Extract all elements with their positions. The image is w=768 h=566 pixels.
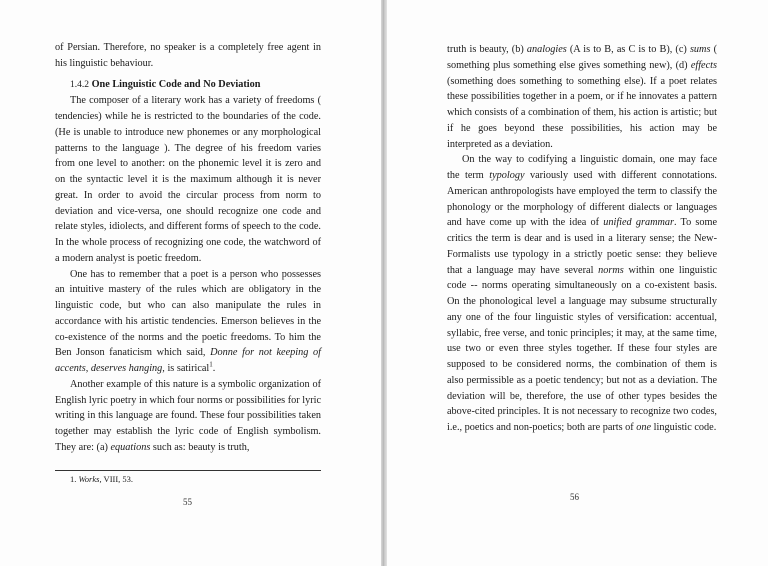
section-heading — [55, 77, 321, 94]
text-run: One has to remember that a poet is a person who possesses an intuitive mastery of the rules which are obligatory in the linguistic code, but who can also manipulate the rules in accordance with his artistic tendencies. Emerson believes in the co-existence of the norms and the poetic freedoms. To him the Ben Jonson fanaticism which said, — [55, 268, 321, 359]
italic-term: analogies — [526, 44, 567, 55]
italic-term: norms — [598, 264, 624, 276]
text-run: truth is beauty, (b) — [447, 44, 527, 55]
text-run: such as: beauty is truth, — [150, 441, 250, 453]
body-paragraph — [447, 152, 717, 436]
left-page — [0, 0, 381, 566]
text-run: within one linguistic code -- norms operating simultaneously on a co-existent basis. On the phonological level a language may subsume structurally any one of the four linguistic styles of versification: accentual, syllabic, free verse, and tonic principles; it may, at the same time, use two or even three styles together. If these four styles are supposed to be considered norms, the combination of them is also permissible as a poetic tendency; but not as a deviation. The deviation will be, therefore, the use of other types besides the above-cited principles. It is not necessary to recognize two codes, i.e., poetics and non-poetics; both are parts of — [447, 264, 718, 433]
text-run: . To some critics the term is dear and is used in a literary sense; the New-Formalists use typology in a strictly poetic sense: they believe that a language may have several — [447, 217, 718, 276]
text-run: variously used with different connotations. American anthropologists have employed the term to classify the phonology or the morphology of different dialects or languages and have come up with the idea of — [447, 170, 717, 229]
footnote-divider — [55, 470, 321, 471]
text-run: . — [212, 363, 216, 374]
italic-term: sums — [689, 44, 711, 55]
footnote-marker: 1 — [209, 360, 213, 369]
left-continuation-paragraph: of Persian. Therefore, no speaker is a completely free agent in his linguistic behaviour. — [55, 42, 321, 69]
italic-quote: Donne for not keeping of accents, deserves hanging, — [55, 347, 322, 374]
footnote-italic: Works, — [78, 474, 102, 484]
footnote-text: VIII, 53. — [101, 474, 134, 484]
text-run: is satirical — [164, 363, 210, 374]
page-number-right: 56 — [570, 492, 579, 502]
footnote-mark: 1. — [70, 474, 77, 484]
left-text-column — [55, 40, 321, 456]
right-continuation-paragraph — [447, 42, 717, 152]
right-page — [387, 0, 768, 566]
body-paragraph — [55, 267, 321, 377]
body-paragraph — [55, 377, 321, 456]
section-title: One Linguistic Code and No Deviation — [91, 78, 261, 90]
italic-term: effects — [690, 59, 717, 71]
text-run: (A is to B, as C is to B), (c) — [566, 44, 690, 55]
text-run: linguistic code. — [651, 422, 717, 433]
italic-term: equations — [110, 441, 151, 453]
text-run: Another example of this nature is a symbolic organization of English lyric poetry in which four norms or possibilities for lyric writing in this language are found. These four possibilities taken together may establish the lyric code of English symbolism. They are: (a) — [55, 378, 321, 453]
text-run: (something does something to something else). If a poet relates these possibilities together in a poem, or if he innovates a pattern which consists of a combination of them, his action is artistic; but if he goes beyond these possibilities, his action may be interpreted as a deviation. — [447, 75, 717, 150]
italic-term: unified grammar — [603, 217, 675, 229]
page-number-left: 55 — [183, 497, 192, 507]
text-run: On the way to codifying a linguistic domain, one may face the term — [447, 154, 717, 181]
italic-term: typology — [489, 170, 525, 181]
body-paragraph: The composer of a literary work has a variety of freedoms ( tendencies) while he is restricted to the boundaries of the code. (He is unable to introduce new phonemes or any morphological patterns to the language ). The degree of his freedom varies from one level to another: on the phonemic level it is zero and on the syntactic level it is the maximum although it is never great. In order to avoid the circular process from norm to deviation and vice-versa, one should recognize one code and relate styles, idiolects, and different forms of speech to the code. In the whole process of recognizing one code, the watchword of a modern analyst is poetic freedom. — [55, 95, 321, 264]
right-text-column — [447, 42, 717, 436]
footnote — [70, 474, 133, 484]
section-number: 1.4.2 — [70, 79, 89, 90]
text-run: ( something plus something else gives something new), (d) — [447, 44, 717, 71]
italic-term: one — [636, 422, 652, 433]
